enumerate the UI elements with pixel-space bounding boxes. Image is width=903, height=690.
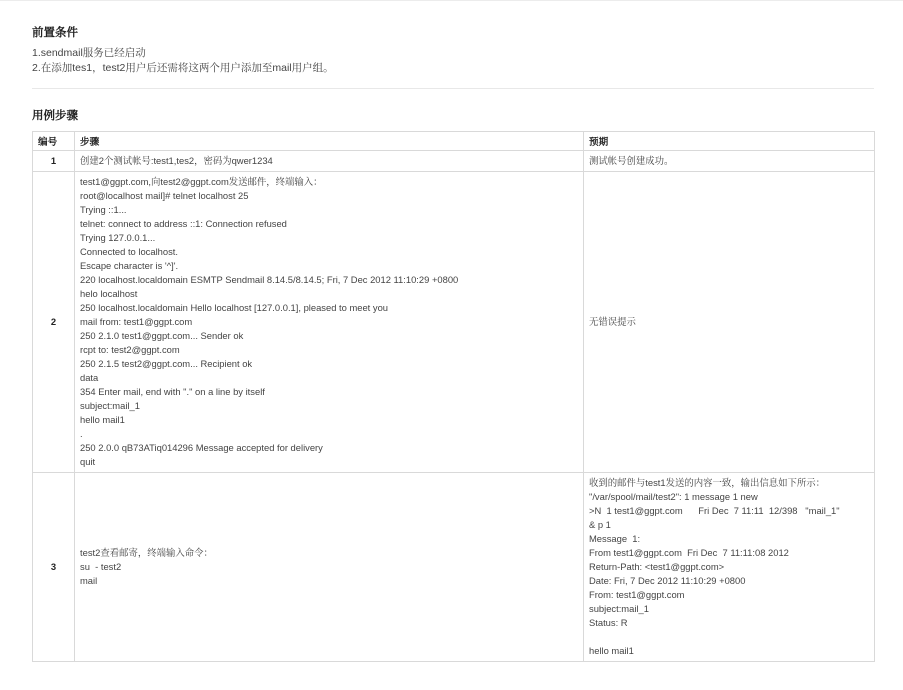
expected-line: hello mail1 bbox=[589, 645, 634, 656]
step-line: hello mail1 bbox=[80, 414, 125, 425]
expected-cell bbox=[584, 151, 875, 172]
table-row bbox=[33, 473, 875, 662]
step-line: 250 2.1.5 test2@ggpt.com... Recipient ok bbox=[80, 358, 253, 369]
expected-line: 无错误提示 bbox=[589, 316, 636, 327]
step-line: 250 2.1.0 test1@ggpt.com... Sender ok bbox=[80, 330, 244, 341]
step-line: mail from: test1@ggpt.com bbox=[80, 316, 193, 327]
expected-line: From test1@ggpt.com Fri Dec 7 11:11:08 2012 bbox=[589, 547, 789, 558]
step-line: subject:mail_1 bbox=[80, 400, 140, 411]
step-line: 354 Enter mail, end with "." on a line by itself bbox=[80, 386, 265, 397]
step-number: 2 bbox=[33, 172, 75, 473]
step-cell bbox=[75, 172, 584, 473]
step-number: 1 bbox=[33, 151, 75, 172]
top-divider bbox=[0, 0, 903, 1]
header-steps: 步骤 bbox=[75, 132, 584, 151]
step-line: 250 2.0.0 qB73ATiq014296 Message accepted for delivery bbox=[80, 442, 323, 453]
step-line: 创建2个测试帐号:test1,tes2，密码为qwer1234 bbox=[80, 155, 273, 166]
expected-line: subject:mail_1 bbox=[589, 603, 649, 614]
step-line: su - test2 bbox=[80, 561, 122, 572]
table-row bbox=[33, 172, 875, 473]
step-line: Trying 127.0.0.1... bbox=[80, 232, 156, 243]
table-row bbox=[33, 151, 875, 172]
step-line: mail bbox=[80, 575, 98, 586]
step-line: quit bbox=[80, 456, 96, 467]
step-line: helo localhost bbox=[80, 288, 138, 299]
step-line: Connected to localhost. bbox=[80, 246, 178, 257]
expected-line: Status: R bbox=[589, 617, 628, 628]
step-line: Escape character is '^]'. bbox=[80, 260, 179, 271]
step-line: rcpt to: test2@ggpt.com bbox=[80, 344, 180, 355]
precondition-line: 2.在添加tes1，test2用户后还需将这两个用户添加至mail用户组。 bbox=[32, 62, 334, 74]
step-line: test1@ggpt.com,向test2@ggpt.com发送邮件，终端输入： bbox=[80, 176, 323, 187]
step-cell bbox=[75, 151, 584, 172]
expected-cell bbox=[584, 473, 875, 662]
step-number: 3 bbox=[33, 473, 75, 662]
precondition-line: 1.sendmail服务已经启动 bbox=[32, 47, 146, 59]
steps-table bbox=[32, 131, 875, 662]
header-num: 编号 bbox=[33, 132, 75, 151]
step-line: data bbox=[80, 372, 99, 383]
expected-line: Date: Fri, 7 Dec 2012 11:10:29 +0800 bbox=[589, 575, 746, 586]
header-expected: 预期 bbox=[584, 132, 875, 151]
table-body bbox=[33, 151, 875, 662]
steps-title: 用例步骤 bbox=[32, 110, 78, 122]
expected-line: >N 1 test1@ggpt.com Fri Dec 7 11:11 12/398 "mail_1" bbox=[589, 505, 840, 516]
step-line: Trying ::1... bbox=[80, 204, 127, 215]
step-cell bbox=[75, 473, 584, 662]
expected-line bbox=[589, 630, 869, 644]
step-line: test2查看邮寄，终端输入命令： bbox=[80, 547, 213, 558]
step-line: root@localhost mail]# telnet localhost 25 bbox=[80, 190, 249, 201]
expected-line: "/var/spool/mail/test2": 1 message 1 new bbox=[589, 491, 758, 502]
preconditions-list bbox=[32, 46, 334, 76]
table-header-row bbox=[33, 132, 875, 151]
step-line: . bbox=[80, 428, 83, 439]
expected-line: 测试帐号创建成功。 bbox=[589, 155, 674, 166]
expected-line: & p 1 bbox=[589, 519, 611, 530]
expected-line: From: test1@ggpt.com bbox=[589, 589, 685, 600]
expected-cell bbox=[584, 172, 875, 473]
step-line: telnet: connect to address ::1: Connection refused bbox=[80, 218, 287, 229]
expected-line: 收到的邮件与test1发送的内容一致，输出信息如下所示： bbox=[589, 477, 825, 488]
step-line: 220 localhost.localdomain ESMTP Sendmail 8.14.5/8.14.5; Fri, 7 Dec 2012 11:10:29 +0800 bbox=[80, 274, 459, 285]
expected-line: Message 1: bbox=[589, 533, 641, 544]
preconditions-title: 前置条件 bbox=[32, 27, 78, 39]
expected-line: Return-Path: <test1@ggpt.com> bbox=[589, 561, 725, 572]
step-line: 250 localhost.localdomain Hello localhost [127.0.0.1], pleased to meet you bbox=[80, 302, 389, 313]
section-divider bbox=[32, 88, 874, 89]
